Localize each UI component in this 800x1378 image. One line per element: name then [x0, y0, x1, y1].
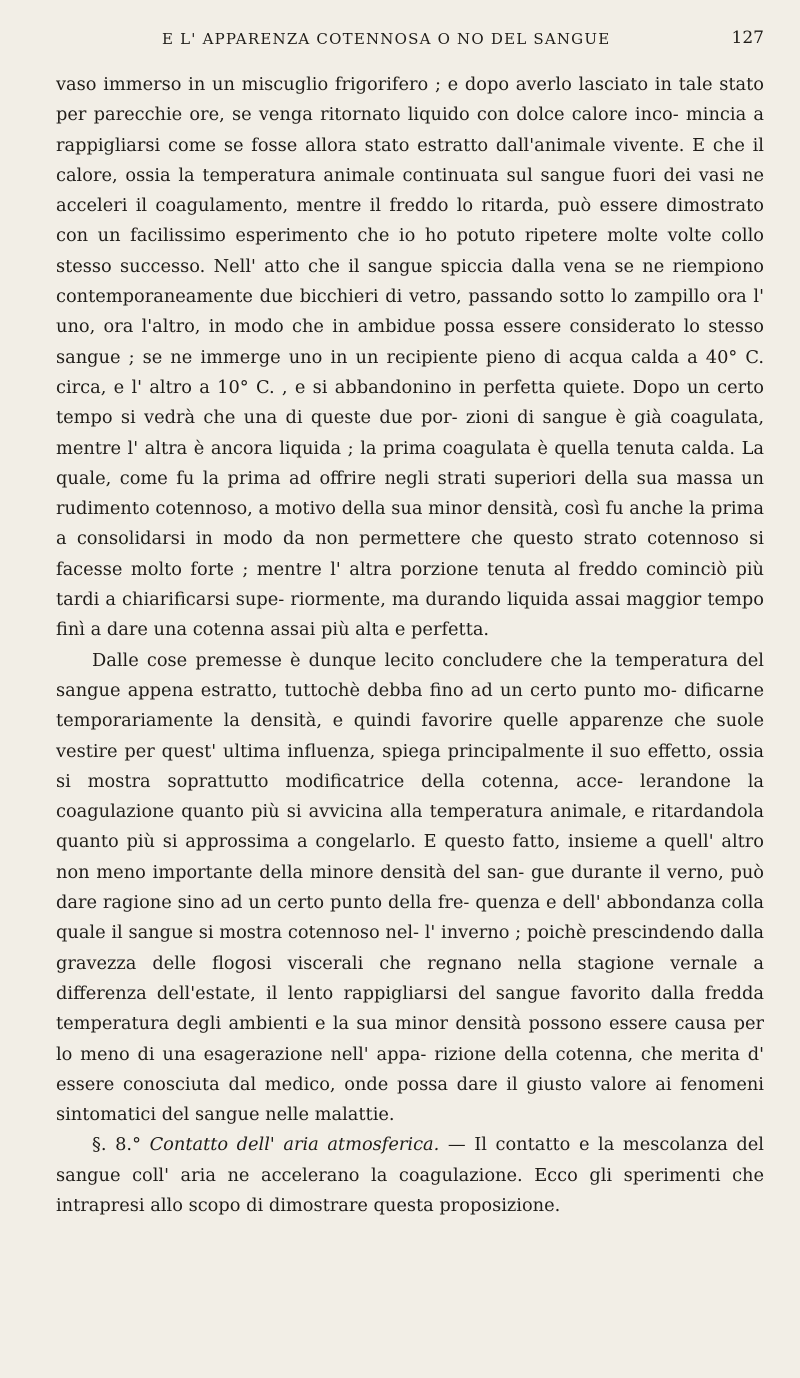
page-number: 127 — [731, 28, 764, 48]
section-text: Il contatto e la mescolanza del sangue coll' aria ne accelerano la coagulazione. Ecco gli sperimenti che intrapresi allo scopo di dimostrare questa proposizione. — [56, 1134, 764, 1216]
book-page — [56, 22, 764, 1352]
section-dash: — — [447, 1134, 466, 1156]
section-title: Contatto dell' aria atmosferica. — [149, 1134, 440, 1156]
section-paragraph — [56, 1130, 764, 1221]
paragraph-1: vaso immerso in un miscuglio frigorifero ; e dopo averlo lasciato in tale stato per parecchie ore, se venga ritornato liquido con dolce calore inco- mincia a rappigliarsi come se fosse allora stato estratto dall'animale vivente. E che il calore, ossia la temperatura animale continuata sul sangue fuori dei vasi ne acceleri il coagulamento, mentre il freddo lo ritarda, può essere dimostrato con un facilissimo esperimento che io ho potuto ripetere molte volte collo stesso successo. Nell' atto che il sangue spiccia dalla vena se ne riempiono contemporaneamente due bicchieri di vetro, passando sotto lo zampillo ora l' uno, ora l'altro, in modo che in ambidue possa essere considerato lo stesso sangue ; se ne immerge uno in un recipiente pieno di acqua calda a 40° C. circa, e l' altro a 10° C. , e si abbandonino in perfetta quiete. Dopo un certo tempo si vedrà che una di queste due por- zioni di sangue è già coagulata, mentre l' altra è ancora liquida ; la prima coagulata è quella tenuta calda. La quale, come fu la prima ad offrire negli strati superiori della sua massa un rudimento cotennoso, a motivo della sua minor densità, così fu anche la prima a consolidarsi in modo da non permettere che questo strato cotennoso si facesse molto forte ; mentre l' altra porzione tenuta al freddo cominciò più tardi a chiarificarsi supe- riormente, ma durando liquida assai maggior tempo finì a dare una cotenna assai più alta e perfetta. — [56, 74, 764, 641]
body-text — [56, 70, 764, 1221]
paragraph-2: Dalle cose premesse è dunque lecito concludere che la temperatura del sangue appena estratto, tuttochè debba fino ad un certo punto mo- dificarne temporariamente la densità, e quindi favorire quelle apparenze che suole vestire per quest' ultima influenza, spiega principalmente il suo effetto, ossia si mostra soprattutto modificatrice della cotenna, acce- lerandone la coagulazione quanto più si avvicina alla temperatura animale, e ritardandola quanto più si approssima a congelarlo. E questo fatto, insieme a quell' altro non meno importante della minore densità del san- gue durante il verno, può dare ragione sino ad un certo punto della fre- quenza e dell' abbondanza colla quale il sangue si mostra cotennoso nel- l' inverno ; poichè prescindendo dalla gravezza delle flogosi viscerali che regnano nella stagione vernale a differenza dell'estate, il lento rappigliarsi del sangue favorito dalla fredda temperatura degli ambienti e la sua minor densità possono essere causa per lo meno di una esagerazione nell' appa- rizione della cotenna, che merita d' essere conosciuta dal medico, onde possa dare il giusto valore ai fenomeni sintomatici del sangue nelle malattie. — [56, 649, 764, 1126]
section-number: §. 8.° — [92, 1134, 141, 1156]
running-head — [66, 22, 764, 62]
running-title: E L' APPARENZA COTENNOSA O NO DEL SANGUE — [162, 30, 611, 48]
